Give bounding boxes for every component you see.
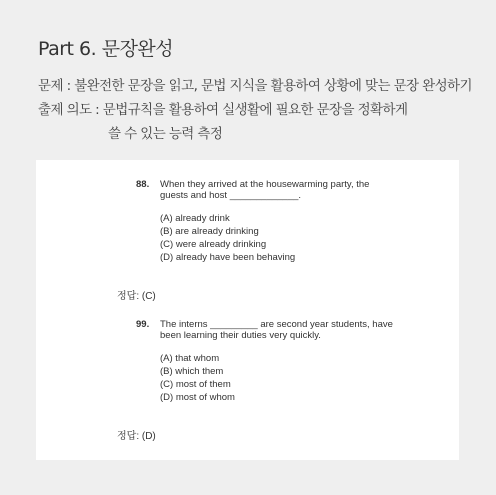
question-number: 88. xyxy=(136,179,150,190)
option-list xyxy=(160,213,295,265)
question-number: 99. xyxy=(136,319,150,330)
option-b: (B) which them xyxy=(160,366,224,377)
problem-description: 문제 : 불완전한 문장을 읽고, 문법 지식을 활용하여 상황에 맞는 문장 완성하기 xyxy=(38,78,472,94)
example-card xyxy=(36,160,459,460)
intent-description-continued: 쓸 수 있는 능력 측정 xyxy=(108,126,223,142)
option-b: (B) are already drinking xyxy=(160,226,259,237)
answer-88: 정답: (C) xyxy=(117,291,156,302)
question-stem: The interns _________ are second year students, have been learning their duties very quickly. xyxy=(160,319,393,341)
intent-description: 출제 의도 : 문법규칙을 활용하여 실생활에 필요한 문장을 정확하게 xyxy=(38,102,408,118)
option-list xyxy=(160,353,235,405)
option-c: (C) were already drinking xyxy=(160,239,267,250)
option-c: (C) most of them xyxy=(160,379,231,390)
option-d: (D) most of whom xyxy=(160,392,235,403)
page-title: Part 6. 문장완성 xyxy=(38,38,174,60)
option-d: (D) already have been behaving xyxy=(160,252,296,263)
answer-99: 정답: (D) xyxy=(117,431,156,442)
question-stem: When they arrived at the housewarming party, the guests and host _____________. xyxy=(160,179,370,201)
option-a: (A) that whom xyxy=(160,353,220,364)
question-88 xyxy=(136,179,416,269)
option-a: (A) already drink xyxy=(160,213,230,224)
question-99 xyxy=(136,319,416,409)
